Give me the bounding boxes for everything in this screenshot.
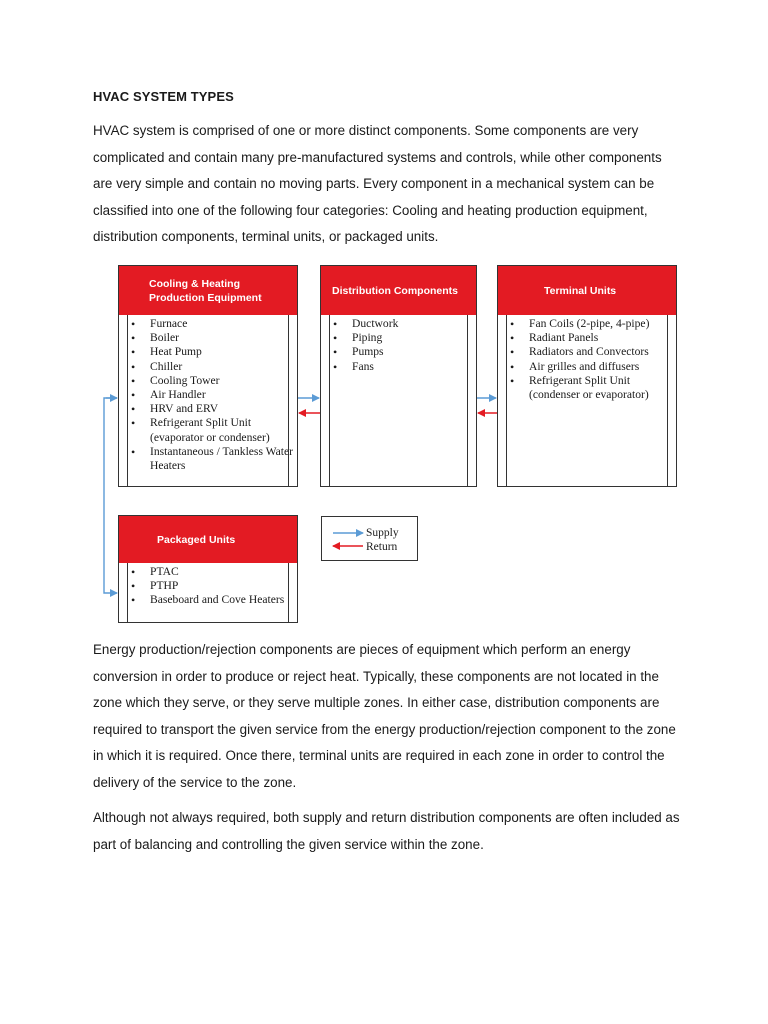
terminal-units-list [498,315,676,402]
list-item: • Fan Coils (2-pipe, 4-pipe) [529,317,676,331]
list-item: • Radiant Panels [529,331,676,345]
distribution-components-list-area [321,315,476,487]
list-item: • Refrigerant Split Unit (condenser or evaporator) [529,374,676,402]
list-item: • PTAC [150,565,297,579]
legend-return-label: Return [366,541,398,553]
list-item: • Furnace [150,317,297,331]
list-item: • Baseboard and Cove Heaters [150,593,297,607]
distribution-components-box [320,265,477,487]
production-equipment-list [119,315,297,473]
list-item: • Fans [352,360,476,374]
distribution-components-list [321,315,476,374]
list-item: • Instantaneous / Tankless Water Heaters [150,445,297,473]
legend-supply-label: Supply [366,527,399,539]
packaged-units-header: Packaged Units [119,516,297,563]
list-item: • Ductwork [352,317,476,331]
list-item: • Pumps [352,345,476,359]
packaged-units-box [118,515,298,623]
packaged-units-list [119,563,297,608]
list-item: • Cooling Tower [150,374,297,388]
production-title-line2: Production Equipment [149,291,262,304]
list-item: • Refrigerant Split Unit (evaporator or condenser) [150,416,297,444]
list-item: • HRV and ERV [150,402,297,416]
production-equipment-box [118,265,298,487]
production-title-line1: Cooling & Heating [149,277,240,290]
packaged-units-list-area [119,563,297,622]
terminal-units-header: Terminal Units [498,266,676,315]
diagram-legend [321,516,418,561]
intro-paragraph: HVAC system is comprised of one or more distinct components. Some components are very complicated and contain many pre-manufactured systems and controls, while other components are very simple and contain no moving parts. Every component in a mechanical system can be classified into one of the following four categories: Cooling and heating production equipment, distribution components, terminal units, or packaged units. [93,123,662,245]
list-item: • Air grilles and diffusers [529,360,676,374]
packaged-connector-line [104,398,117,593]
distribution-components-header: Distribution Components [321,266,476,315]
list-item: • Boiler [150,331,297,345]
terminal-units-box [497,265,677,487]
balancing-paragraph: Although not always required, both supply and return distribution components are often included as part of balancing and controlling the given service within the zone. [93,810,680,852]
list-item: • Piping [352,331,476,345]
list-item: • Chiller [150,360,297,374]
production-equipment-header [119,266,297,315]
document-heading: HVAC SYSTEM TYPES [93,89,234,104]
energy-paragraph: Energy production/rejection components are pieces of equipment which perform an energy conversion in order to produce or reject heat. Typically, these components are not located in the zone which they serve, or they serve multiple zones. In either case, distribution components are required to transport the given service from the energy production/rejection component to the zone in which it is required. Once there, terminal units are required in each zone in order to control the delivery of the service to the zone. [93,642,676,790]
list-item: • Heat Pump [150,345,297,359]
terminal-units-list-area [498,315,676,487]
list-item: • PTHP [150,579,297,593]
production-equipment-list-area [119,315,297,487]
list-item: • Radiators and Convectors [529,345,676,359]
list-item: • Air Handler [150,388,297,402]
